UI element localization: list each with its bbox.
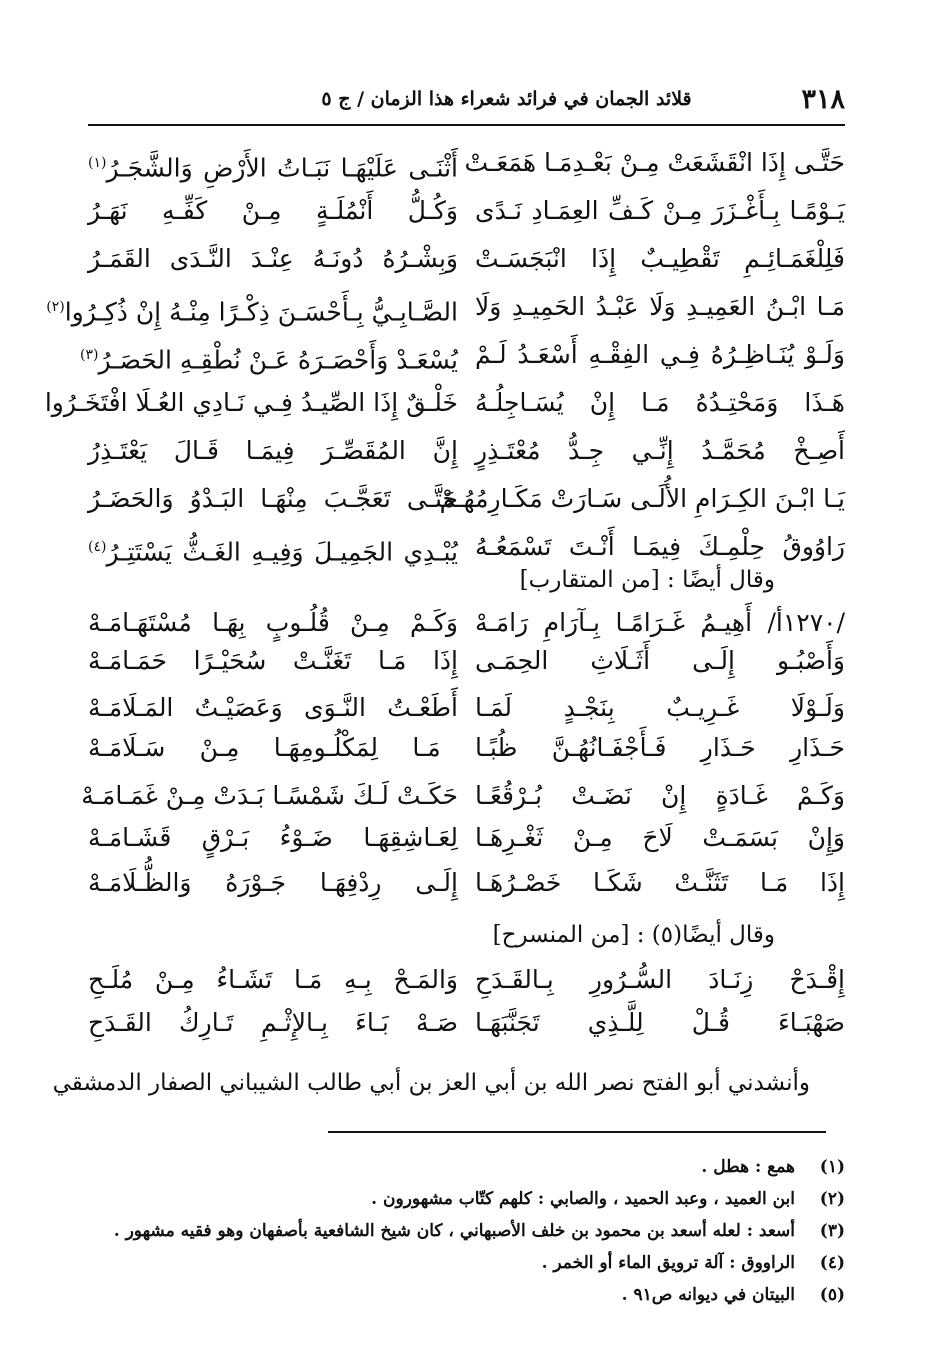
first-hemistich: يَـا ابْـنَ الكِـرَامِ الأُلَـى سَـارَتْ مَكَـارِمُهُـمْ bbox=[439, 484, 845, 513]
footnote bbox=[622, 1280, 845, 1310]
first-hemistich: حَتَّـى إِذَا انْقَشَعَتْ مِـنْ بَعْـدِمَـا هَمَعَـتْ bbox=[464, 148, 845, 177]
full-verse: حَـذَارِ حَـذَارِ فَـأَجْفَـانُهُـنَّ ظُبًـا مَـا لِمَكْلُـومِهَـا مِـنْ سَـلَامَـهْ bbox=[88, 733, 845, 762]
verse-line bbox=[88, 1000, 845, 1046]
verse-line bbox=[88, 236, 845, 282]
second-hemistich: إِنَّ المُقَصِّـرَ فِيمَـا قَـالَ يَعْتَـذِرُ bbox=[88, 436, 458, 465]
verse-line bbox=[81, 773, 845, 819]
second-hemistich: وَكَـمْ مِـنْ قُلُـوبٍ بِهَـا مُسْتَهَـامَـهْ bbox=[88, 608, 458, 637]
verse-line bbox=[88, 957, 845, 1003]
verse-line bbox=[88, 860, 845, 906]
second-hemistich: لِعَـاشِقِهَـا ضَـوْءُ بَـرْقٍ قَشَـامَـهْ bbox=[88, 823, 458, 852]
first-hemistich: مَـا ابْـنُ العَمِيـدِ وَلَا عَبْـدُ الحَمِيـدِ وَلَا bbox=[475, 292, 845, 321]
footnote-number: (٥) bbox=[819, 1285, 845, 1305]
footnote-text: البيتان في ديوانه ص٩١ . bbox=[621, 1285, 795, 1305]
verse-line bbox=[88, 140, 845, 186]
first-hemistich: هَـذَا وَمَحْتِـدُهُ مَـا إِنْ يُسَـاجِلُـهُ bbox=[475, 388, 845, 417]
first-hemistich: رَاوُوقُ حِلْمِـكَ فِيمَـا أَنْـتَ تَسْمَعُـهُ bbox=[475, 532, 845, 561]
footnote-number: (٣) bbox=[819, 1221, 845, 1241]
footnote-number: (٤) bbox=[819, 1253, 845, 1273]
first-hemistich: وَكَـمْ غَـادَةٍ إِنْ نَضَـتْ بُـرْقُعًـا bbox=[475, 781, 845, 810]
poem-intro: وقال أيضًا : [من المتقارب] bbox=[519, 567, 775, 593]
footnote-ref: (٤) bbox=[88, 539, 107, 555]
second-hemistich: أَثْنَـى عَلَيْهَـا نَبَـاتُ الأَرْضِ وَالشَّجَـرُ$^{(١)}$ bbox=[88, 153, 458, 183]
footnote-ref: (٢) bbox=[46, 299, 65, 315]
footnote-text: ابن العميد ، وعبد الحميد ، والصابي : كلهم كتّاب مشهورون . bbox=[371, 1189, 795, 1209]
poem-intro: وقال أيضًا(٥) : [من المنسرح] bbox=[492, 922, 775, 948]
footnote-number: (٢) bbox=[819, 1189, 845, 1209]
footnote bbox=[371, 1184, 845, 1214]
verse-line bbox=[88, 188, 845, 234]
first-hemistich: فَلِلْغَمَـائِـمِ تَقْطِيـبٌ إِذَا انْبَجَسَـتْ bbox=[475, 244, 845, 273]
running-title: قلائد الجمان في فرائد شعراء هذا الزمان / ج ٥ bbox=[321, 88, 692, 110]
footnote bbox=[701, 1152, 845, 1182]
second-hemistich: أَطَعْـتُ النَّـوَى وَعَصَيْـتُ المَـلَامَـهْ bbox=[88, 693, 458, 722]
page-header bbox=[88, 84, 845, 124]
footnote bbox=[542, 1248, 845, 1278]
first-hemistich: يَـوْمًـا بِـأَغْـزَرَ مِـنْ كَـفِّ العِمَـادِ نَـدًى bbox=[475, 196, 845, 225]
closing-prose: وأنشدني أبو الفتح نصر الله بن أبي العز بن أبي طالب الشيباني الصفار الدمشقي bbox=[52, 1070, 810, 1096]
verse-line bbox=[44, 380, 845, 426]
second-hemistich: حَتَّـى تَعَجَّـبَ مِنْهَـا البَـدْوُ وَالحَضَـرُ bbox=[88, 484, 458, 513]
first-hemistich: إِقْـدَحْ زِنَـادَ السُّـرُورِ بِـالقَـدَحِ bbox=[475, 965, 845, 994]
header-rule bbox=[88, 124, 845, 126]
first-hemistich: صَهْبَـاءَ قُـلْ لِلَّـذِي تَجَنَّبَهَـا bbox=[475, 1008, 845, 1037]
footnote-ref: (٣) bbox=[79, 347, 99, 363]
second-hemistich: إِذَا مَـا تَغَنَّـتْ سُحَيْـرًا حَمَـامَـهْ bbox=[88, 646, 458, 675]
first-hemistich: إِذَا مَـا تَثَنَّـتْ شَكَـا خَصْـرُهَـا bbox=[475, 868, 845, 897]
first-hemistich: وَلَـوْ يُنَـاظِـرُهُ فِـي الفِقْـهِ أَسْعَـدُ لَـمْ bbox=[475, 340, 845, 369]
first-hemistich: /١٢٧٠أ/ أَهِيـمُ غَـرَامًـا بِـآرَامِ رَامَـهْ bbox=[475, 608, 845, 637]
second-hemistich: يُبْـدِي الجَمِيـلَ وَفِيـهِ الغَـثُّ يَسْتَتِـرُ$^{(٤)}$ bbox=[88, 537, 458, 567]
second-hemistich: الصَّـابِـيُّ بِـأَحْسَـنَ ذِكْـرًا مِنْـهُ إِنْ ذُكِـرُوا$^{(٢)}$ bbox=[46, 297, 458, 327]
footnote bbox=[114, 1216, 845, 1246]
first-hemistich: وَأَصْبُـو إِلَـى أَثَـلَاثِ الحِمَـى bbox=[475, 646, 845, 675]
second-hemistich: إِلَـى رِدْفِهَـا جَـوْرَهُ وَالظُّـلَامَـهْ bbox=[88, 868, 458, 897]
verse-line bbox=[46, 284, 845, 330]
footnote-number: (١) bbox=[819, 1157, 845, 1177]
verse-line bbox=[88, 476, 845, 522]
verse-line bbox=[88, 638, 845, 684]
second-hemistich: خَلْـقٌ إِذَا الصِّيـدُ فِـي نَـادِي العُـلَا افْتَخَـرُوا bbox=[44, 388, 458, 417]
verse-line bbox=[88, 815, 845, 861]
verse-line bbox=[88, 428, 845, 474]
footnote-text: أسعد : لعله أسعد بن محمود بن خلف الأصبهاني ، كان شيخ الشافعية بأصفهان وهو فقيه مشهور . bbox=[113, 1221, 795, 1241]
footnote-ref: (١) bbox=[88, 155, 107, 171]
second-hemistich: يُسْعَـدْ وَأَحْصَـرَهُ عَـنْ نُطْقِـهِ الحَصَـرُ$^{(٣)}$ bbox=[79, 345, 458, 375]
page-number: ٣١٨ bbox=[801, 84, 845, 115]
footnote-text: همع : هطل . bbox=[701, 1157, 795, 1177]
verse-line bbox=[88, 725, 845, 771]
second-hemistich: حَكَـتْ لَـكَ شَمْسًـا بَـدَتْ مِـنْ غَمَـامَـهْ bbox=[81, 781, 458, 810]
second-hemistich: صَـهْ بَـاءَ بِـالإِثْـمِ تَـارِكُ القَـدَحِ bbox=[88, 1008, 458, 1037]
footnote-rule bbox=[328, 1131, 826, 1133]
first-hemistich: وَلَـوْلَا غَـرِيـبٌ بِنَجْـدٍ لَمَـا bbox=[475, 693, 845, 722]
second-hemistich: وَكُـلُّ أَنْمُلَـةٍ مِـنْ كَفِّـهِ نَهَـرُ bbox=[88, 196, 458, 225]
footnote-text: الراووق : آلة ترويق الماء أو الخمر . bbox=[541, 1253, 795, 1273]
first-hemistich: أَصِـخْ مُحَمَّـدُ إِنِّـي جِـدُّ مُعْتَـذِرٍ bbox=[475, 436, 845, 465]
verse-line bbox=[79, 332, 845, 378]
second-hemistich: وَالمَـحْ بِـهِ مَـا تَشَـاءُ مِـنْ مُلَـحِ bbox=[88, 965, 458, 994]
second-hemistich: وَبِشْـرُهُ دُونَـهُ عِنْـدَ النَّـدَى القَمَـرُ bbox=[88, 244, 458, 273]
first-hemistich: وَإِنْ بَسَمَـتْ لَاحَ مِـنْ ثَغْـرِهَـا bbox=[475, 823, 845, 852]
